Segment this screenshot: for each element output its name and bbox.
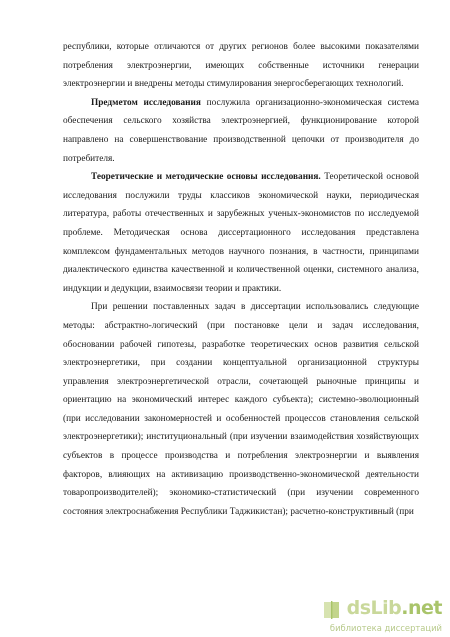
paragraph-1-text: республики, которые отличаются от других регионов более высокими показателями потребления электроэнергии, имеющих собственные источники генерации электроэнергии и внедрены методы стимулирования энергосберегающих технологий. bbox=[63, 42, 419, 90]
paragraph-1 bbox=[63, 38, 419, 94]
paragraph-4 bbox=[63, 298, 419, 521]
paragraph-2-heading: Предметом исследования bbox=[91, 97, 201, 108]
paragraph-3-heading: Теоретические и методические основы исследования. bbox=[91, 172, 321, 183]
watermark-subtitle: библиотека диссертаций bbox=[329, 623, 442, 633]
watermark bbox=[324, 597, 444, 633]
paragraph-2 bbox=[63, 94, 419, 168]
body-text bbox=[63, 38, 419, 521]
paragraph-3 bbox=[63, 168, 419, 298]
book-icon bbox=[322, 599, 342, 621]
paragraph-2-text: послужила организационно-экономическая система обеспечения сельского хозяйства электроэнергией, функционирование которой направлено на совершенствование производственной цепочки от производителя до потребителя. bbox=[63, 97, 419, 164]
watermark-logo bbox=[347, 597, 442, 621]
paragraph-3-text: Теоретической основой исследования послужили труды классиков экономической науки, периодическая литература, работы отечественных и зарубежных ученых-экономистов по исследуемой проблеме. Методическая основа диссертационного исследования представлена комплексом фундаментальных методов научного познания, в частности, принципами диалектического единства качественной и количественной оценки, системного анализа, индукции и дедукции, взаимосвязи теории и практики. bbox=[63, 172, 419, 294]
watermark-logo-tld: .net bbox=[401, 597, 442, 619]
watermark-logo-main: dsLib bbox=[346, 597, 402, 619]
paragraph-4-text: При решении поставленных задач в диссертации использовались следующие методы: абстрактно-логический (при постановке цели и задач исследования, обосновании рабочей гипотезы, разработке теоретических основ развития сельской электроэнергетики, при создании концептуальной организационной структуры управления электроэнергетической отрасли, сочетающей рыночные принципы и ориентацию на экономический интерес каждого субъекта); системно-эволюционный (при исследовании закономерностей и особенностей процессов становления сельской электроэнергетики); институциональный (при изучении взаимодействия хозяйствующих субъектов в процессе производства и потребления электроэнергии и выявления факторов, влияющих на активизацию производственно-экономической деятельности товаропроизводителей); экономико-статистический (при изучении современного состояния электроснабжения Республики Таджикистан); расчетно-конструктивный (при bbox=[63, 302, 419, 517]
